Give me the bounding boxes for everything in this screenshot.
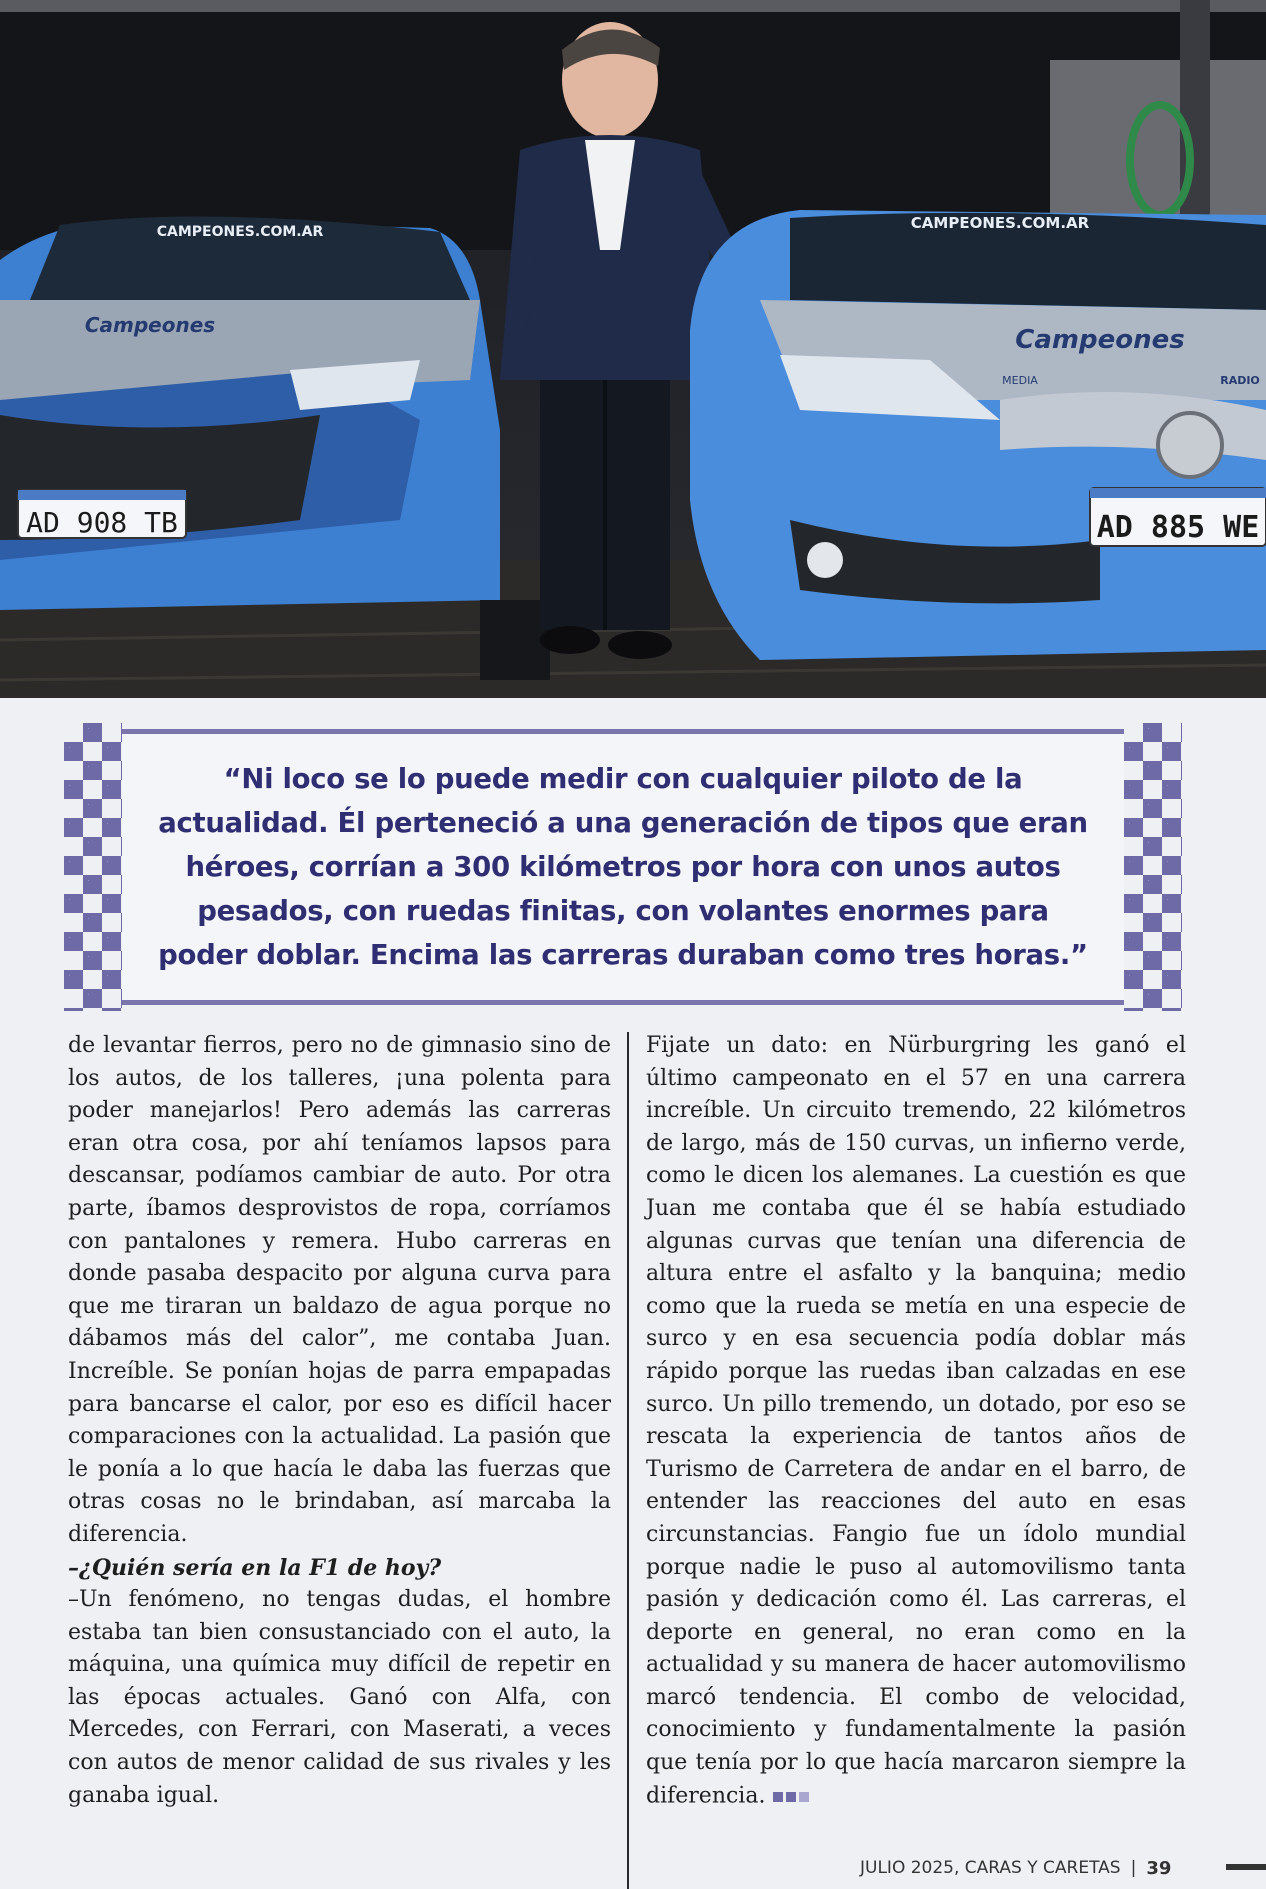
- interview-question: –¿Quién sería en la F1 de hoy?: [68, 1554, 442, 1581]
- left-plate-text: AD 908 TB: [26, 506, 178, 539]
- right-radio-text: RADIO: [1220, 374, 1260, 387]
- left-windshield-text: CAMPEONES.COM.AR: [156, 224, 324, 240]
- end-of-article-mark: [773, 1780, 812, 1813]
- right-windshield-text: CAMPEONES.COM.AR: [910, 214, 1090, 232]
- pull-quote-box: [64, 723, 1182, 1011]
- page-number: 39: [1146, 1857, 1172, 1879]
- pull-quote-frame: [122, 729, 1124, 1005]
- article-column-right: [646, 1030, 1186, 1813]
- footer-separator: |: [1130, 1858, 1137, 1878]
- article-column-left: [68, 1030, 611, 1812]
- hero-photo: [0, 0, 1266, 698]
- checkered-flag-left: [64, 723, 122, 1011]
- paragraph: de levantar fierros, pero no de gimnasio sino de los autos, de los talleres, ¡una polenta para poder manejarlos! Pero además las carreras eran otra cosa, por ahí teníamos lapsos para descansar, podíamos cambiar de auto. Por otra parte, íbamos desprovistos de ropa, corríamos con pantalones y remera. Hubo carreras en donde pasaba despacito por alguna curva para que me tiraran un baldazo de agua porque no dábamos más del calor”, me contaba Juan. Increíble. Se ponían hojas de parra empapadas para bancarse el calor, por eso es difícil hacer comparaciones con la actualidad. La pasión que le ponía a lo que hacía le daba las fuerzas que otras cosas no le brindaban, así marcaba la diferencia.: [68, 1033, 611, 1547]
- right-plate-text: AD 885 WE: [1096, 510, 1260, 545]
- pull-quote-text: “Ni loco se lo puede medir con cualquier piloto de la actualidad. Él perteneció a una generación de tipos que eran héroes, corrían a 300 kilómetros por hora con unos autos pesados, con ruedas finitas, con volantes enormes para poder doblar. Encima las carreras duraban como tres horas.”: [158, 763, 1088, 971]
- column-divider: [627, 1032, 629, 1889]
- left-hood-logo: Campeones: [84, 313, 216, 337]
- paragraph: [646, 1030, 1186, 1813]
- photo-illustration: [0, 0, 1266, 698]
- paragraph-text: Fijate un dato: en Nürburgring les ganó el último campeonato en el 57 en una carrera increíble. Un circuito tremendo, 22 kilómetros de largo, más de 150 curvas, un infierno verde, como le dicen los alemanes. La cuestión es que Juan me contaba que él se había estudiado algunas curvas que tenían una diferencia de altura entre el asfalto y la banquina; medio como que la rueda se metía en una especie de surco y en esa secuencia podía doblar más rápido porque las ruedas iban calzadas en ese surco. Un pillo tremendo, un dotado, por eso se rescata la experiencia de tantos años de Turismo de Carretera de andar en el barro, de entender las reacciones del auto en esas circunstancias. Fangio fue un ídolo mundial porque nadie le puso al automovilismo tanta pasión y dedicación como él. Las carreras, el deporte en general, no eran como en la actualidad y su manera de hacer automovilismo marcó tendencia. El combo de velocidad, conocimiento y fundamentalmente la pasión que tenía por lo que hacía marcaron siempre la diferencia.: [646, 1033, 1186, 1808]
- right-media-text: MEDIA: [1002, 374, 1038, 387]
- page-footer: [860, 1856, 1171, 1880]
- right-car: [690, 210, 1266, 660]
- footer-rule: [1226, 1864, 1266, 1870]
- checkered-flag-right: [1124, 723, 1182, 1011]
- right-hood-logo: Campeones: [1015, 325, 1185, 355]
- footer-issue: JULIO 2025, CARAS Y CARETAS: [860, 1858, 1121, 1878]
- paragraph: –Un fenómeno, no tengas dudas, el hombre estaba tan bien consustanciado con el auto, la máquina, una química muy difícil de repetir en las épocas actuales. Ganó con Alfa, con Mercedes, con Ferrari, con Maserati, a veces con autos de menor calidad de sus rivales y les ganaba igual.: [68, 1587, 611, 1808]
